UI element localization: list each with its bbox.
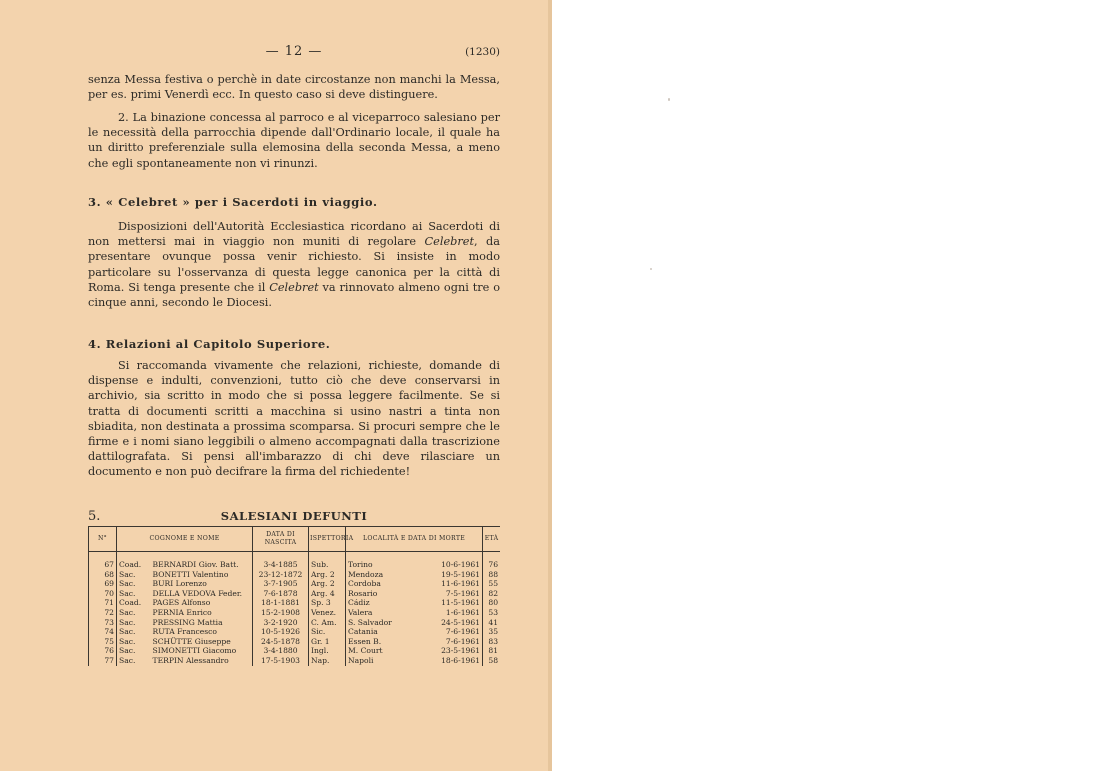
row-death-date: 7-5-1961 xyxy=(445,588,481,598)
row-death-date: 7-6-1961 xyxy=(445,636,481,646)
row-inspectorate: Ingl. xyxy=(309,646,346,656)
row-inspectorate: Sub. xyxy=(309,560,346,570)
deceased-table-wrapper xyxy=(88,526,500,696)
row-death-date: 1-6-1961 xyxy=(445,607,481,617)
col-header-number: N° xyxy=(89,527,117,552)
paragraph-2 xyxy=(88,110,500,171)
table-row xyxy=(89,656,501,666)
row-birth-date: 3-2-1920 xyxy=(253,618,309,628)
row-number: 67 xyxy=(89,560,117,570)
row-death-date: 18-6-1961 xyxy=(441,655,481,665)
row-death-place: S. Salvador xyxy=(346,618,416,628)
row-age: 53 xyxy=(483,608,500,618)
row-name: RUTA Francesco xyxy=(152,627,217,637)
row-death-place: Mendoza xyxy=(346,570,416,580)
row-age: 55 xyxy=(483,579,500,589)
row-number: 73 xyxy=(89,618,117,628)
row-title: Sac. xyxy=(117,589,151,599)
table-spacer-row xyxy=(89,552,501,561)
row-age: 35 xyxy=(483,627,500,637)
row-number: 75 xyxy=(89,637,117,647)
section-5-title xyxy=(88,509,500,525)
paper-speck xyxy=(650,268,652,270)
row-name: SCHÜTTE Giuseppe xyxy=(152,636,231,646)
row-inspectorate: Arg. 2 xyxy=(309,570,346,580)
row-death-place: Valera xyxy=(346,608,416,618)
section-4-heading: 4. Relazioni al Capitolo Superiore. xyxy=(88,337,331,351)
table-title: SALESIANI DEFUNTI xyxy=(220,509,368,523)
section-3-run: Disposizioni dell'Autorità Ecclesiastica ricordano ai Sacerdoti di non mettersi mai in viaggio non muniti di regolare xyxy=(88,220,500,249)
row-birth-date: 3-4-1880 xyxy=(253,646,309,656)
section-3-body xyxy=(88,219,500,310)
paragraph-2-text: 2. La binazione concessa al parroco e al viceparroco salesiano per le necessità della parrocchia dipende dall'Ordinario locale, il quale ha un diritto preferenziale sulla elemosina della seconda Messa, a meno che egli spontaneamente non vi rinunzi. xyxy=(88,111,500,170)
row-inspectorate: Nap. xyxy=(309,656,346,666)
row-birth-date: 24-5-1878 xyxy=(253,637,309,647)
table-row xyxy=(89,627,501,637)
row-title: Sac. xyxy=(117,637,151,647)
row-inspectorate: Sic. xyxy=(309,627,346,637)
row-death-place: Rosario xyxy=(346,589,416,599)
row-title: Sac. xyxy=(117,618,151,628)
celebret-term: Celebret xyxy=(269,280,319,294)
col-header-age: ETÀ xyxy=(483,527,500,552)
row-death-date: 23-5-1961 xyxy=(441,646,481,656)
table-header-row xyxy=(89,527,501,552)
row-death-place: M. Court xyxy=(346,646,416,656)
row-death-place: Cordoba xyxy=(346,579,416,589)
table-row xyxy=(89,646,501,656)
row-age: 83 xyxy=(483,637,500,647)
deceased-salesians-table xyxy=(88,526,500,666)
row-death-date: 11-6-1961 xyxy=(441,579,481,589)
row-number: 68 xyxy=(89,570,117,580)
table-row xyxy=(89,637,501,647)
row-death-date: 7-6-1961 xyxy=(445,627,481,637)
row-title: Sac. xyxy=(117,579,151,589)
row-title: Sac. xyxy=(117,570,151,580)
table-row xyxy=(89,598,501,608)
row-birth-date: 18-1-1881 xyxy=(253,598,309,608)
col-header-inspectorate: ISPETTORIA xyxy=(309,527,346,552)
row-name: DELLA VEDOVA Feder. xyxy=(152,588,243,598)
row-inspectorate: Venez. xyxy=(309,608,346,618)
row-death-place: Napoli xyxy=(346,656,416,666)
row-death-date: 10-6-1961 xyxy=(441,560,481,569)
row-number: 71 xyxy=(89,598,117,608)
row-number: 74 xyxy=(89,627,117,637)
table-row xyxy=(89,560,501,570)
row-name: PRESSING Mattia xyxy=(152,617,223,627)
table-row xyxy=(89,608,501,618)
row-inspectorate: Arg. 2 xyxy=(309,579,346,589)
row-birth-date: 3-7-1905 xyxy=(253,579,309,589)
table-row xyxy=(89,618,501,628)
row-title: Coad. xyxy=(117,598,151,608)
row-number: 69 xyxy=(89,579,117,589)
row-birth-date: 7-6-1878 xyxy=(253,589,309,599)
section-3-run: va rinnovato almeno ogni tre o cinque anni, secondo le Diocesi. xyxy=(88,280,500,310)
row-name: PAGES Alfonso xyxy=(152,598,211,608)
row-inspectorate: Sp. 3 xyxy=(309,598,346,608)
row-name: TERPIN Alessandro xyxy=(152,655,229,665)
row-age: 41 xyxy=(483,618,500,628)
row-name: BONETTI Valentino xyxy=(152,569,229,579)
running-header xyxy=(88,44,500,62)
intro-text: senza Messa festiva o perchè in date circostanze non manchi la Messa, per es. primi Venerdì ecc. In questo caso si deve distinguere. xyxy=(88,73,500,102)
row-name: BERNARDI Giov. Batt. xyxy=(152,560,239,569)
row-death-place: Essen B. xyxy=(346,637,416,647)
reference-number: (1230) xyxy=(465,46,500,58)
celebret-term: Celebret xyxy=(424,235,475,249)
section-4-text: Si raccomanda vivamente che relazioni, richieste, domande di dispense e indulti, convenzioni, tutto ciò che deve conservarsi in archivio, sia scritto in modo che si possa leggere facilmente. Se si tratta di documenti scritti a macchina si usino nastri a tinta non sbiadita, non destinata a prossima scomparsa. Si procuri sempre che le firme e i nomi siano leggibili o almeno accompagnati dalla trascrizione dattilografata. Si pensi all'imbarazzo di chi deve rilasciare un documento e non può decifrare la firma del richiedente! xyxy=(88,359,500,479)
row-number: 72 xyxy=(89,608,117,618)
row-title: Sac. xyxy=(117,646,151,656)
table-row xyxy=(89,570,501,580)
page-number: — 12 — xyxy=(265,44,323,59)
col-header-death: LOCALITÀ E DATA DI MORTE xyxy=(346,527,483,552)
row-inspectorate: Gr. 1 xyxy=(309,637,346,647)
section-3-text xyxy=(88,219,500,310)
row-age: 88 xyxy=(483,570,500,580)
row-birth-date: 3-4-1885 xyxy=(253,560,309,570)
row-death-date: 19-5-1961 xyxy=(441,569,481,579)
row-death-date: 24-5-1961 xyxy=(441,617,481,627)
col-header-birth: DATA DI NASCITA xyxy=(253,527,309,552)
row-inspectorate: Arg. 4 xyxy=(309,589,346,599)
row-death-date: 11-5-1961 xyxy=(441,598,481,608)
row-name: SIMONETTI Giacomo xyxy=(152,646,237,656)
table-body xyxy=(89,552,501,666)
row-death-place: Torino xyxy=(346,560,416,570)
section-3-run: , da presentare ovunque possa venir richiesto. Si insiste in modo particolare su l'osservanza di questa legge canonica per la città di Roma. Si tenga presente che il xyxy=(88,235,501,294)
row-title: Sac. xyxy=(117,627,151,637)
row-birth-date: 17-5-1903 xyxy=(253,656,309,666)
row-birth-date: 10-5-1926 xyxy=(253,627,309,637)
table-row xyxy=(89,579,501,589)
row-name: BURI Lorenzo xyxy=(152,579,207,589)
row-death-place: Cádiz xyxy=(346,598,416,608)
section-3-heading: 3. « Celebret » per i Sacerdoti in viaggio. xyxy=(88,195,378,209)
row-number: 77 xyxy=(89,656,117,666)
row-number: 70 xyxy=(89,589,117,599)
row-name: PERNIA Enrico xyxy=(152,607,212,617)
intro-paragraph xyxy=(88,72,500,102)
row-death-place: Catania xyxy=(346,627,416,637)
section-4-body xyxy=(88,358,500,480)
row-birth-date: 15-2-1908 xyxy=(253,608,309,618)
right-page-blank xyxy=(552,0,1097,771)
col-header-name: COGNOME E NOME xyxy=(117,527,253,552)
row-title: Sac. xyxy=(117,656,151,666)
row-age: 81 xyxy=(483,646,500,656)
row-age: 82 xyxy=(483,589,500,599)
row-title: Sac. xyxy=(117,608,151,618)
row-age: 80 xyxy=(483,598,500,608)
paper-speck xyxy=(668,98,670,101)
row-title: Coad. xyxy=(117,560,151,570)
row-birth-date: 23-12-1872 xyxy=(253,570,309,580)
section-5-number: 5. xyxy=(88,509,101,524)
table-row xyxy=(89,589,501,599)
row-age: 58 xyxy=(483,656,500,666)
row-age: 76 xyxy=(483,560,500,570)
row-number: 76 xyxy=(89,646,117,656)
row-inspectorate: C. Am. xyxy=(309,618,346,628)
